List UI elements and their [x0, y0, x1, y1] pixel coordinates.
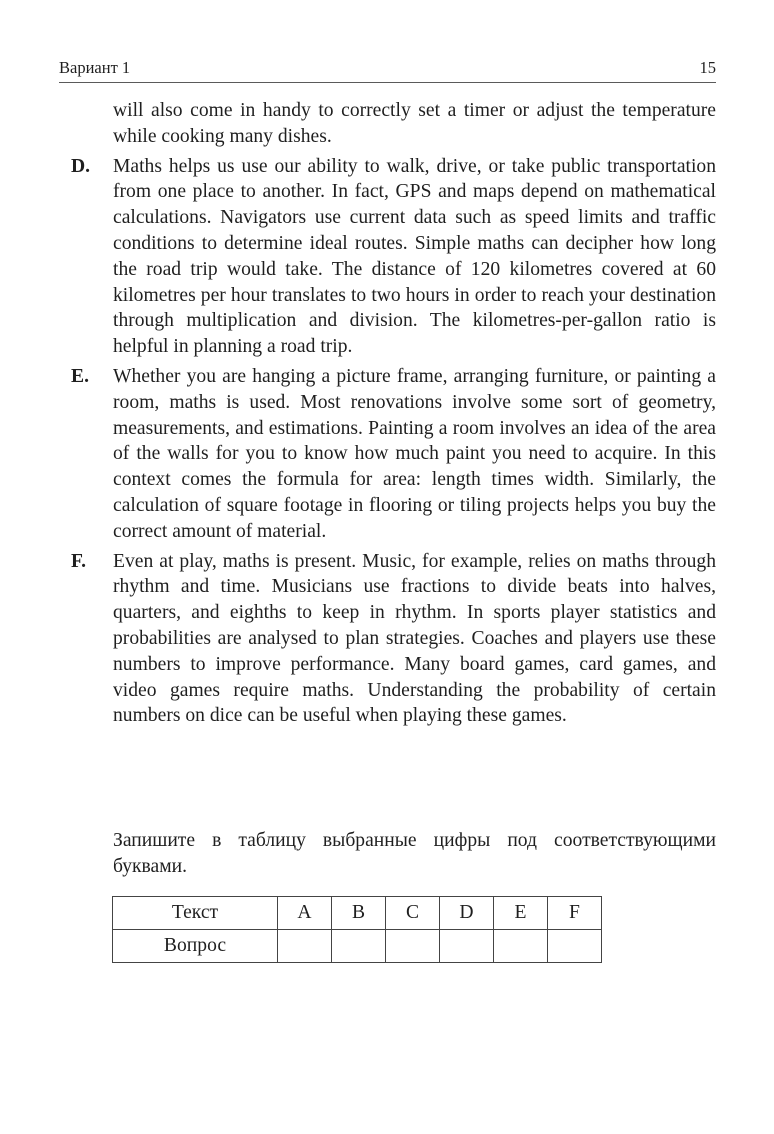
answer-cell-c[interactable]	[386, 930, 440, 963]
answer-cell-a[interactable]	[278, 930, 332, 963]
table-row-answers	[113, 930, 602, 963]
paragraph-letter: E.	[71, 365, 89, 387]
page-number: 15	[699, 58, 716, 77]
column-header-a: A	[278, 897, 332, 930]
row-label-text: Текст	[113, 897, 278, 930]
column-header-c: C	[386, 897, 440, 930]
answer-cell-d[interactable]	[440, 930, 494, 963]
answer-cell-f[interactable]	[548, 930, 602, 963]
paragraph-text: Maths helps us use our ability to walk, drive, or take public transportation from one place to another. In fact, GPS and maps depend on mathematical calculations. Navigators use current data such as speed limits and traffic conditions to determine ideal routes. Simple maths can decipher how long the road trip would take. The distance of 120 kilometres covered at 60 kilometres per hour translates to two hours in order to reach your destination through multiplication and division. The kilometres-per-gallon ratio is helpful in planning a road trip.	[113, 155, 716, 358]
table-row-header	[113, 897, 602, 930]
page-content	[71, 98, 716, 733]
paragraph-text: Whether you are hanging a picture frame, arranging furniture, or painting a room, maths is used. Most renovations involve some sort of geometry, measurements, and estimations. Painting a room involves an idea of the area of the walls for you to know how much paint you need to acquire. In this context comes the formula for area: length times width. Similarly, the calculation of square footage in flooring or tiling projects helps you buy the correct amount of material.	[113, 365, 716, 542]
paragraph-text: Even at play, maths is present. Music, for example, relies on maths through rhythm and time. Musicians use fractions to divide beats into halves, quarters, and eighths to keep in rhythm. In sports player statistics and probabilities are analysed to plan strategies. Coaches and players use these numbers to improve performance. Many board games, card games, and video games require maths. Understanding the probability of certain numbers on dice can be useful when playing these games.	[113, 550, 716, 727]
paragraph-letter: D.	[71, 155, 91, 177]
column-header-b: B	[332, 897, 386, 930]
paragraph-e	[71, 364, 716, 545]
row-label-question: Вопрос	[113, 930, 278, 963]
column-header-e: E	[494, 897, 548, 930]
paragraph-f	[71, 549, 716, 730]
answer-table	[112, 896, 602, 963]
answer-cell-b[interactable]	[332, 930, 386, 963]
paragraph-letter: F.	[71, 550, 87, 572]
instruction-text: Запишите в таблицу выбранные цифры под соответствующими буквами.	[113, 830, 716, 877]
answer-cell-e[interactable]	[494, 930, 548, 963]
page-header	[59, 56, 716, 83]
column-header-f: F	[548, 897, 602, 930]
column-header-d: D	[440, 897, 494, 930]
paragraph-d	[71, 154, 716, 360]
continuation-text: will also come in handy to correctly set a timer or adjust the temperature while cooking many dishes.	[113, 100, 716, 147]
variant-label: Вариант 1	[59, 58, 131, 77]
